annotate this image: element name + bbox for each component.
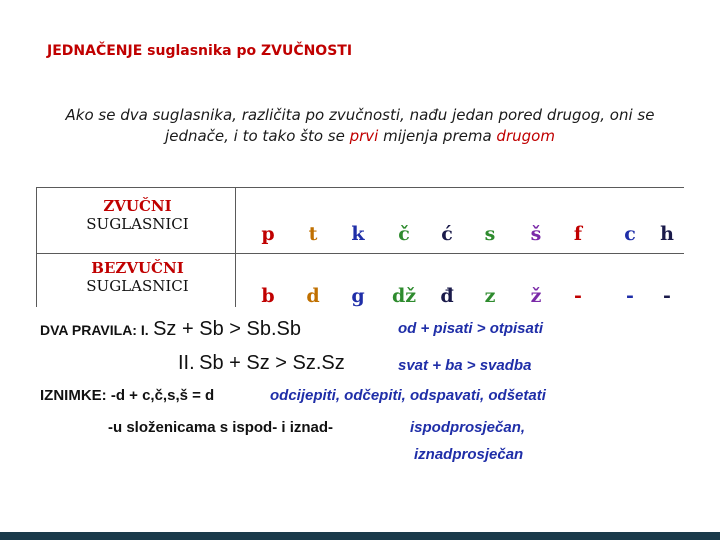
row2-consonant-4: đ (440, 285, 454, 307)
table-column-divider (235, 187, 236, 307)
exceptions-label: IZNIMKE: -d + c,č,s,š = d (40, 387, 215, 404)
rule-2-example: svat + ba > svadba (398, 357, 532, 374)
row1-consonant-8: c (624, 223, 636, 245)
exceptions-words-1: odcijepiti, odčepiti, odspavati, odšetati (270, 387, 546, 404)
intro-part2: mijenja prema (378, 127, 497, 145)
rules-label: DVA PRAVILA: I. (40, 322, 149, 338)
row2-consonant-6: ž (530, 285, 542, 307)
footer-bar (0, 532, 720, 540)
table-row-divider (36, 253, 684, 254)
row2-consonant-1: d (306, 285, 320, 307)
row-header-voiceless-bottom: SUGLASNICI (86, 277, 189, 295)
row2-consonant-5: z (484, 285, 496, 307)
row1-consonant-3: č (398, 223, 410, 245)
row1-consonant-0: p (261, 223, 275, 245)
rule-1 (40, 318, 301, 341)
slide-title: JEDNAČENJE suglasnika po ZVUČNOSTI (47, 43, 353, 59)
row1-consonant-6: š (530, 223, 542, 245)
intro-text (40, 105, 680, 147)
row1-consonant-1: t (308, 223, 318, 245)
row-header-voiceless (40, 259, 235, 295)
row2-consonant-0: b (261, 285, 275, 307)
row1-consonant-7: f (573, 223, 583, 245)
row2-consonant-3: dž (391, 285, 417, 307)
exceptions-compounds: -u složenicama s ispod- i iznad- (108, 419, 334, 436)
rule-2-label: II. (178, 352, 195, 374)
row-header-voiced (40, 197, 235, 233)
intro-highlight-second: drugom (496, 127, 555, 145)
row2-consonant-8: - (626, 285, 634, 307)
row1-consonant-5: s (484, 223, 496, 245)
row-header-voiceless-top: BEZVUČNI (91, 259, 184, 277)
row1-consonant-9: h (660, 223, 674, 245)
rule-2-formula: Sb + Sz > Sz.Sz (199, 352, 345, 374)
row2-consonant-2: g (351, 285, 365, 307)
intro-highlight-first: prvi (349, 127, 379, 145)
table-left-border (36, 187, 37, 307)
exceptions-words-2a: ispodprosječan, (410, 419, 526, 436)
row1-consonant-4: ć (441, 223, 453, 245)
exceptions-words-2b: iznadprosječan (414, 446, 524, 463)
row-header-voiced-top: ZVUČNI (103, 197, 172, 215)
row2-consonant-7: - (574, 285, 582, 307)
row2-consonant-9: - (663, 285, 671, 307)
intro-part1: Ako se dva suglasnika, različita po zvučnosti, nađu jedan pored drugog, oni se jednače, i to tako što se (65, 106, 655, 145)
rule-1-formula: Sz + Sb > Sb.Sb (153, 318, 301, 340)
row-header-voiced-bottom: SUGLASNICI (86, 215, 189, 233)
table-top-border (36, 187, 684, 188)
row1-consonant-2: k (351, 223, 365, 245)
rule-2 (178, 352, 345, 375)
rule-1-example: od + pisati > otpisati (398, 320, 544, 337)
